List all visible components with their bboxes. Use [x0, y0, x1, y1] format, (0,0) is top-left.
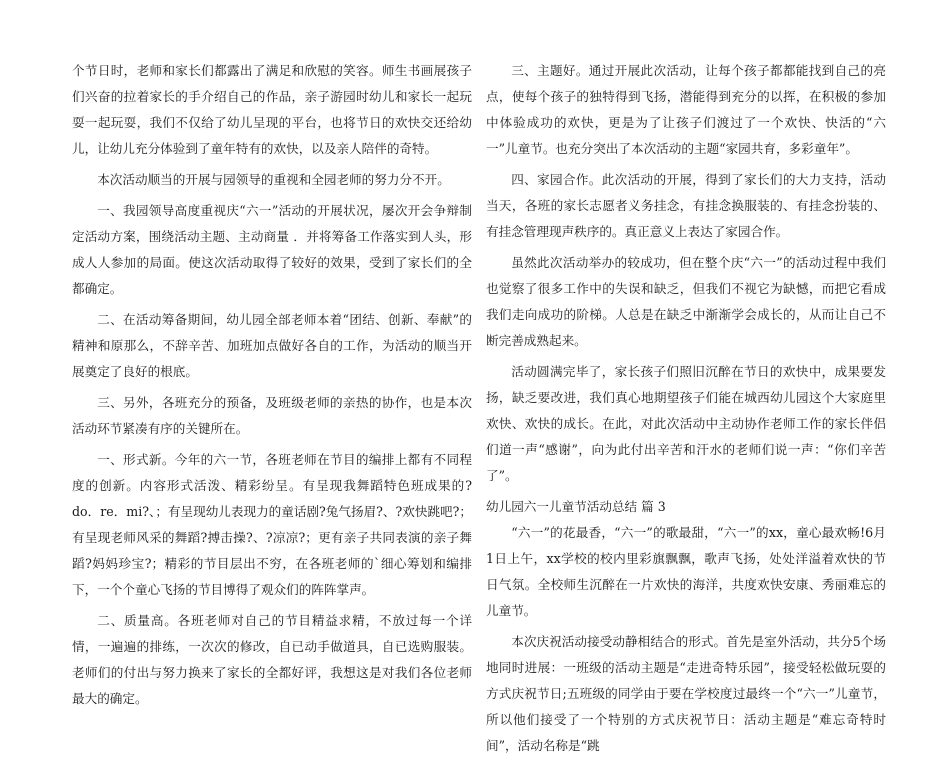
left-column — [72, 58, 472, 717]
paragraph: 虽然此次活动举办的较成功，但在整个庆“六一”的活动过程中我们也觉察了很多工作中的失误和缺乏，但我们不视它为缺憾，而把它看成我们走向成功的阶梯。人总是在缺乏中渐渐学会成长的，从而让自己不断完善成熟起来。 — [486, 255, 886, 348]
paragraph: 二、在活动筹备期间，幼儿园全部老师本着“团结、创新、奉献”的精神和原那么，不辞辛苦、加班加点做好各自的工作，为活动的顺当开展奠定了良好的根底。 — [72, 312, 472, 379]
paragraph: 四、家园合作。此次活动的开展，得到了家长们的大力支持，活动当天，各班的家长志愿者义务挂念，有挂念换服装的、有挂念扮装的、有挂念管理现声秩序的。真正意义上表达了家园合作。 — [486, 172, 886, 239]
paragraph: 活动圆满完毕了，家长孩子们照旧沉醉在节日的欢快中，成果要发扬，缺乏要改进，我们真心地期望孩子们能在城西幼儿园这个大家庭里欢快、欢快的成长。在此，对此次活动中主动协作老师工作的家长伴侣们道一声“感谢”，向为此付出辛苦和汗水的老师们说一声：“你们辛苦了”。 — [486, 364, 886, 483]
paragraph: “六一”的花最香，“六一”的歌最甜，“六一”的xx，童心最欢畅!6月1日上午，xx学校的校内里彩旗飘飘，歌声飞扬，处处洋溢着欢快的节日气氛。全校师生沉醉在一片欢快的海洋，共度欢快安康、秀丽难忘的儿童节。 — [486, 525, 886, 618]
paragraph: 三、另外，各班充分的预备，及班级老师的亲热的协作，也是本次活动环节紧凑有序的关键所在。 — [72, 395, 472, 436]
right-column — [486, 58, 886, 764]
section-heading: 幼儿园六一儿童节活动总结 篇 3 — [486, 499, 666, 514]
paragraph: 个节日时，老师和家长们都露出了满足和欣慰的笑容。师生书画展孩子们兴奋的拉着家长的手介绍自己的作品，亲子游园时幼儿和家长一起玩耍一起玩耍，我们不仅给了幼儿呈现的平台，也将节日的欢快交还给幼儿，让幼儿充分体验到了童年特有的欢快，以及亲人陪伴的奇特。 — [72, 63, 472, 156]
paragraph: 一、我园领导高度重视庆“六一”活动的开展状况，屡次开会争辩制定活动方案，围绕活动主题、主动商量 ．并将筹备工作落实到人头，形成人人参加的局面。使这次活动取得了较好的效果，受到了家长们的全都确定。 — [72, 203, 472, 296]
paragraph: 三、主题好。通过开展此次活动，让每个孩子都都能找到自己的亮点，使每个孩子的独特得到飞扬，潜能得到充分的以挥，在积极的参加中体验成功的欢快，更是为了让孩子们渡过了一个欢快、快活的“六一”儿童节。也充分突出了本次活动的主题“家园共育，多彩童年”。 — [486, 63, 886, 156]
paragraph: 本次活动顺当的开展与园领导的重视和全园老师的努力分不开。 — [97, 172, 450, 187]
paragraph: 一、形式新。今年的六一节，各班老师在节目的编排上都有不同程度的创新。内容形式活泼、精彩纷呈。有呈现我舞蹈特色班成果的?do．re．mi?、；有呈现幼儿表现力的童话剧?兔气扬眉?、?欢快跳吧?；有呈现老师风采的舞蹈?搏击操?、?凉凉?；更有亲子共同表演的亲子舞蹈?妈妈珍宝?；精彩的节目层出不穷，在各班老师的`细心筹划和编排下，一个个童心飞扬的节目博得了观众们的阵阵掌声。 — [72, 452, 472, 597]
paragraph: 二、质量高。各班老师对自己的节目精益求精，不放过每一个详情，一遍遍的排练，一次次的修改，自已动手做道具，自已选购服装。老师们的付出与努力换来了家长的全都好评，我想这是对我们各位老师最大的确定。 — [72, 613, 472, 706]
paragraph: 本次庆祝活动接受动静相结合的形式。首先是室外活动，共分5个场地同时进展：一班级的活动主题是“走进奇特乐园”，接受轻松做玩耍的方式庆祝节日;五班级的同学由于要在学校度过最终一个“六一”儿童节，所以他们接受了一个特别的方式庆祝节日：活动主题是“难忘奇特时间”，活动名称是“跳 — [486, 634, 886, 753]
